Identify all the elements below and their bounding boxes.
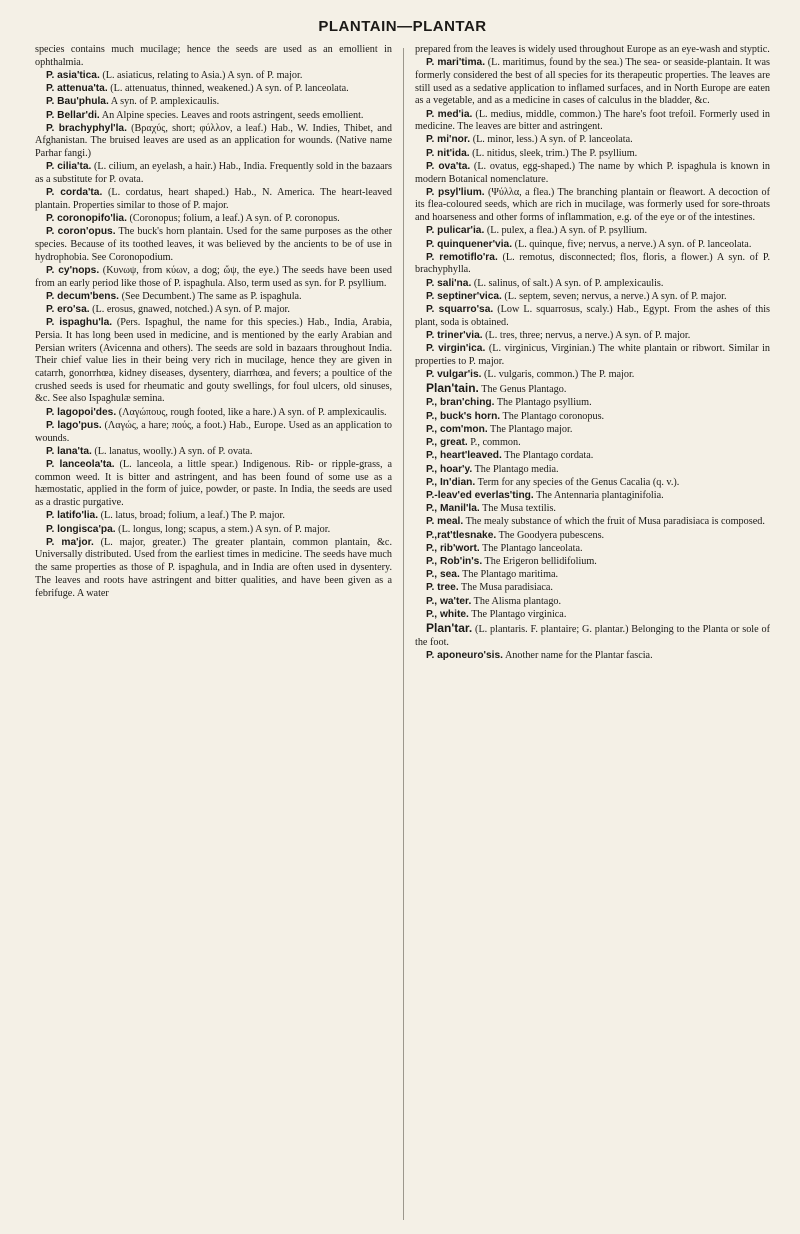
entry-headword: P. virgin'ica.: [426, 343, 486, 355]
entry-definition: The Plantago media.: [472, 463, 559, 475]
entry-headword: P., buck's horn.: [426, 410, 501, 422]
entry-headword: P. Bau'phula.: [46, 96, 109, 108]
entry-definition: (L. ovatus, egg-shaped.) The name by which P. ispaghula is known in modern Botanical nomenclature.: [415, 160, 770, 185]
dictionary-entry: [415, 622, 770, 649]
right-column: [415, 44, 770, 1220]
dictionary-entry: [415, 437, 770, 450]
entry-headword: P. corda'ta.: [46, 187, 103, 199]
entry-definition: The Erigeron bellidifolium.: [482, 555, 597, 567]
entry-headword: P. lagopoi'des.: [46, 406, 117, 418]
dictionary-entry: [415, 278, 770, 291]
dictionary-entry: [35, 123, 392, 161]
entry-definition: (L. nitidus, sleek, trim.) The P. psyllium.: [469, 147, 638, 159]
entry-headword: P. asia'tica.: [46, 69, 100, 81]
entry-headword: P., wa'ter.: [426, 595, 472, 607]
dictionary-entry: [415, 609, 770, 622]
dictionary-entry: [415, 543, 770, 556]
entry-definition: (L. asiaticus, relating to Asia.) A syn. of P. major.: [99, 69, 303, 81]
entry-definition: The Plantago maritima.: [459, 569, 559, 581]
dictionary-entry: [415, 161, 770, 186]
entry-headword: P., heart'leaved.: [426, 450, 502, 462]
entry-headword: P. ero'sa.: [46, 304, 90, 316]
dictionary-entry: [35, 96, 392, 109]
dictionary-entry: [415, 304, 770, 329]
dictionary-entry: [415, 148, 770, 161]
entry-definition: (L. septem, seven; nervus, a nerve.) A syn. of P. major.: [501, 290, 727, 302]
entry-headword: P. ispaghu'la.: [46, 317, 113, 329]
columns: [35, 44, 770, 1220]
dictionary-entry: [415, 596, 770, 609]
entry-headword: P., In'dian.: [426, 476, 476, 488]
entry-definition: (Βραχύς, short; φύλλον, a leaf.) Hab., W. Indies, Thibet, and Afghanistan. The bruised leaves are used as an application for wounds. (Native name Parhar fangi.): [35, 122, 392, 160]
entry-definition: Another name for the Plantar fascia.: [502, 649, 653, 661]
entry-headword: P., bran'ching.: [426, 397, 495, 409]
entry-headword: P. septiner'vica.: [426, 290, 502, 302]
entry-definition: The Plantago lanceolata.: [479, 542, 583, 554]
entry-headword: P. lanceola'ta.: [46, 459, 115, 470]
entry-definition: The Plantago coronopus.: [500, 410, 605, 422]
dictionary-entry: [35, 304, 392, 317]
dictionary-entry: [415, 424, 770, 437]
dictionary-entry: [415, 109, 770, 134]
dictionary-entry: [35, 446, 392, 459]
entry-headword: P. squarro'sa.: [426, 304, 494, 316]
entry-definition: P., common.: [467, 437, 521, 449]
dictionary-entry: [415, 503, 770, 516]
dictionary-entry: [415, 450, 770, 463]
entry-definition: (L. remotus, disconnected; flos, floris, a flower.) A syn. of P. brachyphylla.: [415, 251, 770, 276]
dictionary-entry: [415, 464, 770, 477]
entry-headword: P. longisca'pa.: [46, 523, 116, 535]
dictionary-entry: [415, 490, 770, 503]
dictionary-entry: [415, 44, 770, 57]
dictionary-entry: [35, 537, 392, 601]
entry-definition: (L. attenuatus, thinned, weakened.) A syn. of P. lanceolata.: [107, 83, 349, 95]
entry-definition: species contains much mucilage; hence the seeds are used as an emollient in ophthalmia.: [35, 44, 392, 68]
entry-definition: prepared from the leaves is widely used throughout Europe as an eye-wash and styptic.: [415, 44, 770, 55]
entry-headword: P. quinquener'via.: [426, 238, 513, 250]
entry-headword: P. Bellar'di.: [46, 109, 100, 121]
entry-definition: (L. vulgaris, common.) The P. major.: [481, 369, 635, 381]
entry-headword: P. cilia'ta.: [46, 161, 92, 173]
entry-headword: P. triner'via.: [426, 329, 483, 341]
entry-definition: (Coronopus; folium, a leaf.) A syn. of P. coronopus.: [126, 213, 340, 225]
dictionary-entry: [415, 411, 770, 424]
dictionary-entry: [415, 650, 770, 663]
entry-definition: (L. tres, three; nervus, a nerve.) A syn. of P. major.: [482, 329, 691, 341]
dictionary-entry: [415, 252, 770, 277]
entry-definition: (L. erosus, gnawed, notched.) A syn. of P. major.: [89, 304, 290, 316]
left-column: [35, 44, 392, 1220]
entry-headword: P. vulgar'is.: [426, 369, 482, 381]
entry-headword: P. ova'ta.: [426, 160, 471, 172]
entry-headword: P. nit'ida.: [426, 147, 470, 159]
dictionary-entry: [35, 187, 392, 212]
entry-headword: P. lago'pus.: [46, 419, 102, 431]
entry-headword: Plan'tain.: [426, 381, 479, 396]
entry-headword: P. ma'jor.: [46, 536, 94, 548]
entry-definition: (Pers. Ispaghul, the name for this species.) Hab., India, Arabia, Persia. It has long been used in medicine, and is mentioned by the early Arabian and Persian writers (Avicenna and others). The seeds are sold in bazaars throughout India. Their chief value lies in their being very rich in mucilage, hence they are given in catarrh, gonorrhœa, kidney diseases, dysentery, diarrhœa, and fevers; a poultice of the crushed seeds is used for rheumatic and gouty swellings, for foul ulcers, old sinuses, &c. See also Ispaghulæ semina.: [35, 317, 392, 405]
entry-headword: P. psyl'lium.: [426, 186, 485, 198]
entry-headword: P., rib'wort.: [426, 542, 480, 554]
entry-headword: P.,rat'tlesnake.: [426, 529, 497, 541]
dictionary-entry: [35, 161, 392, 186]
dictionary-entry: [415, 239, 770, 252]
entry-headword: P.-leav'ed everlas'ting.: [426, 489, 534, 501]
entry-headword: P. mari'tima.: [426, 57, 486, 69]
entry-headword: P. tree.: [426, 582, 459, 594]
dictionary-entry: [415, 330, 770, 343]
entry-definition: The Genus Plantago.: [478, 384, 567, 396]
dictionary-entry: [415, 382, 770, 397]
entry-definition: (See Decumbent.) The same as P. ispaghula.: [119, 290, 302, 302]
entry-definition: The buck's horn plantain. Used for the same purposes as the other species. Because of its toothed leaves, it was believed by the ancients to be of use in hydrophobia. See Coronopodium.: [35, 226, 392, 263]
entry-headword: P. cy'nops.: [46, 264, 100, 276]
dictionary-entry: [35, 291, 392, 304]
dictionary-entry: [35, 510, 392, 523]
entry-headword: P. lana'ta.: [46, 445, 92, 457]
entry-headword: P. coronopifo'lia.: [46, 213, 127, 225]
dictionary-entry: [415, 187, 770, 225]
dictionary-entry: [35, 83, 392, 96]
entry-headword: P. remotiflo'ra.: [426, 251, 498, 263]
dictionary-entry: [415, 530, 770, 543]
dictionary-entry: [35, 44, 392, 69]
dictionary-entry: [415, 569, 770, 582]
entry-headword: P., com'mon.: [426, 423, 488, 435]
entry-definition: (Λαγώς, a hare; πούς, a foot.) Hab., Europe. Used as an application to wounds.: [35, 419, 392, 444]
dictionary-entry: [35, 213, 392, 226]
entry-headword: P., great.: [426, 437, 468, 449]
entry-definition: (L. longus, long; scapus, a stem.) A syn. of P. major.: [115, 523, 331, 535]
running-header: PLANTAIN—PLANTAR: [318, 18, 487, 35]
dictionary-entry: [415, 397, 770, 410]
dictionary-entry: [415, 225, 770, 238]
entry-headword: P. meal.: [426, 516, 464, 528]
entry-definition: (Low L. squarrosus, scaly.) Hab., Egypt. From the ashes of this plant, soda is obtained.: [415, 304, 770, 328]
dictionary-entry: [415, 477, 770, 490]
entry-headword: P. decum'bens.: [46, 290, 120, 302]
entry-definition: A syn. of P. amplexicaulis.: [108, 96, 220, 108]
entry-definition: The Plantago cordata.: [501, 450, 594, 462]
entry-definition: (L. virginicus, Virginian.) The white plantain or ribwort. Similar in properties to P. major.: [415, 343, 770, 367]
entry-headword: P. mi'nor.: [426, 134, 471, 146]
dictionary-entry: [35, 226, 392, 264]
dictionary-entry: [415, 134, 770, 147]
entry-headword: P., white.: [426, 608, 469, 620]
entry-definition: (L. major, greater.) The greater plantain, common plantain, &c. Universally distributed. Used from the earliest times in medicine. The seeds have much the same properties as those of P. ispaghula, and in India are often used in dysentery. The leaves and roots have astringent and bitter qualities, and have been given as a febrifuge. A water: [35, 536, 392, 599]
entry-definition: (L. quinque, five; nervus, a nerve.) A syn. of P. lanceolata.: [512, 238, 752, 250]
entry-headword: P. attenua'ta.: [46, 83, 108, 95]
entry-definition: (Κυνωψ, from κύων, a dog; ὤψ, the eye.) The seeds have been used from an early period like those of P. ispaghula. Also, term used as syn. for P. psyllium.: [35, 264, 392, 289]
dictionary-entry: [415, 369, 770, 382]
dictionary-entry: [35, 459, 392, 510]
entry-definition: (L. medius, middle, common.) The hare's foot trefoil. Formerly used in medicine. The leaves are bitter and astringent.: [415, 108, 770, 133]
dictionary-entry: [35, 265, 392, 290]
dictionary-entry: [35, 420, 392, 445]
entry-definition: (L. maritimus, found by the sea.) The sea- or seaside-plantain. It was formerly considered the best of all species for its therapeutic properties. The leaves are still used as a sedative application to inflamed surfaces, and in North Europe are eaten as a vegetable, and as a medicine in cases of calculus in the bladder, &c.: [415, 57, 770, 107]
dictionary-entry: [415, 556, 770, 569]
entry-definition: The Plantago psyllium.: [494, 397, 592, 409]
dictionary-entry: [415, 516, 770, 529]
entry-headword: P., Manil'la.: [426, 503, 480, 515]
entry-definition: The Musa paradisiaca.: [458, 582, 553, 594]
dictionary-entry: [35, 110, 392, 123]
entry-definition: The Goodyera pubescens.: [496, 529, 605, 541]
dictionary-entry: [35, 524, 392, 537]
entry-definition: (L. pulex, a flea.) A syn. of P. psyllium.: [484, 225, 647, 237]
entry-definition: The Alisma plantago.: [471, 595, 562, 607]
entry-definition: (Ψύλλα, a flea.) The branching plantain or fleawort. A decoction of its flea-coloured seeds, which are rich in mucilage, was formerly used for sore-throats and hoarseness and other forms of inflammation, e.g. of the eye or of the intestines.: [415, 186, 770, 224]
entry-headword: P. aponeuro'sis.: [426, 649, 503, 661]
dictionary-entry: [415, 291, 770, 304]
entry-headword: Plan'tar.: [426, 620, 473, 635]
column-divider: [403, 48, 404, 1220]
entry-definition: The mealy substance of which the fruit of Musa paradisiaca is composed.: [463, 516, 765, 528]
entry-headword: P., sea.: [426, 569, 460, 581]
entry-definition: The Antennaria plantaginifolia.: [533, 489, 664, 501]
dictionary-entry: [35, 317, 392, 406]
dictionary-entry: [415, 582, 770, 595]
entry-definition: The Plantago virginica.: [468, 608, 567, 620]
entry-headword: P. coron'opus.: [46, 226, 116, 238]
entry-headword: P. latifo'lia.: [46, 510, 99, 522]
dictionary-entry: [415, 57, 770, 108]
entry-definition: (Λαγώπους, rough footed, like a hare.) A syn. of P. amplexicaulis.: [116, 406, 387, 418]
entry-headword: P., Rob'in's.: [426, 555, 483, 567]
entry-headword: P., hoar'y.: [426, 463, 473, 475]
dictionary-entry: [35, 407, 392, 420]
entry-definition: (L. lanceola, a little spear.) Indigenous. Rib- or ripple-grass, a common weed. It is bitter and astringent, and has been found of some use as a hæmostatic, applied in the form of juice, powder, or paste. In India, the seeds are used as a drastic purgative.: [35, 459, 392, 509]
entry-headword: P. pulicar'ia.: [426, 225, 485, 237]
dictionary-entry: [35, 70, 392, 83]
entry-definition: (L. plantaris. F. plantaire; G. plantar.) Belonging to the Planta or sole of the foot.: [415, 623, 770, 648]
entry-definition: (L. minor, less.) A syn. of P. lanceolata.: [470, 134, 633, 146]
entry-headword: P. med'ia.: [426, 108, 473, 120]
dictionary-entry: [415, 343, 770, 368]
entry-definition: (L. salinus, of salt.) A syn. of P. amplexicaulis.: [471, 277, 664, 289]
entry-definition: The Musa textilis.: [479, 503, 556, 515]
entry-definition: An Alpine species. Leaves and roots astringent, seeds emollient.: [99, 109, 364, 121]
entry-definition: Term for any species of the Genus Cacalia (q. v.).: [475, 476, 680, 488]
entry-headword: P. brachyphyl'la.: [46, 122, 127, 134]
entry-definition: (L. cordatus, heart shaped.) Hab., N. America. The heart-leaved plantain. Properties similar to those of P. major.: [35, 187, 392, 211]
entry-definition: (L. latus, broad; folium, a leaf.) The P. major.: [98, 510, 285, 522]
entry-definition: The Plantago major.: [487, 423, 573, 435]
entry-headword: P. sali'na.: [426, 277, 472, 289]
entry-definition: (L. cilium, an eyelash, a hair.) Hab., India. Frequently sold in the bazaars as a substitute for P. ovata.: [35, 161, 392, 186]
entry-definition: (L. lanatus, woolly.) A syn. of P. ovata.: [91, 445, 253, 457]
